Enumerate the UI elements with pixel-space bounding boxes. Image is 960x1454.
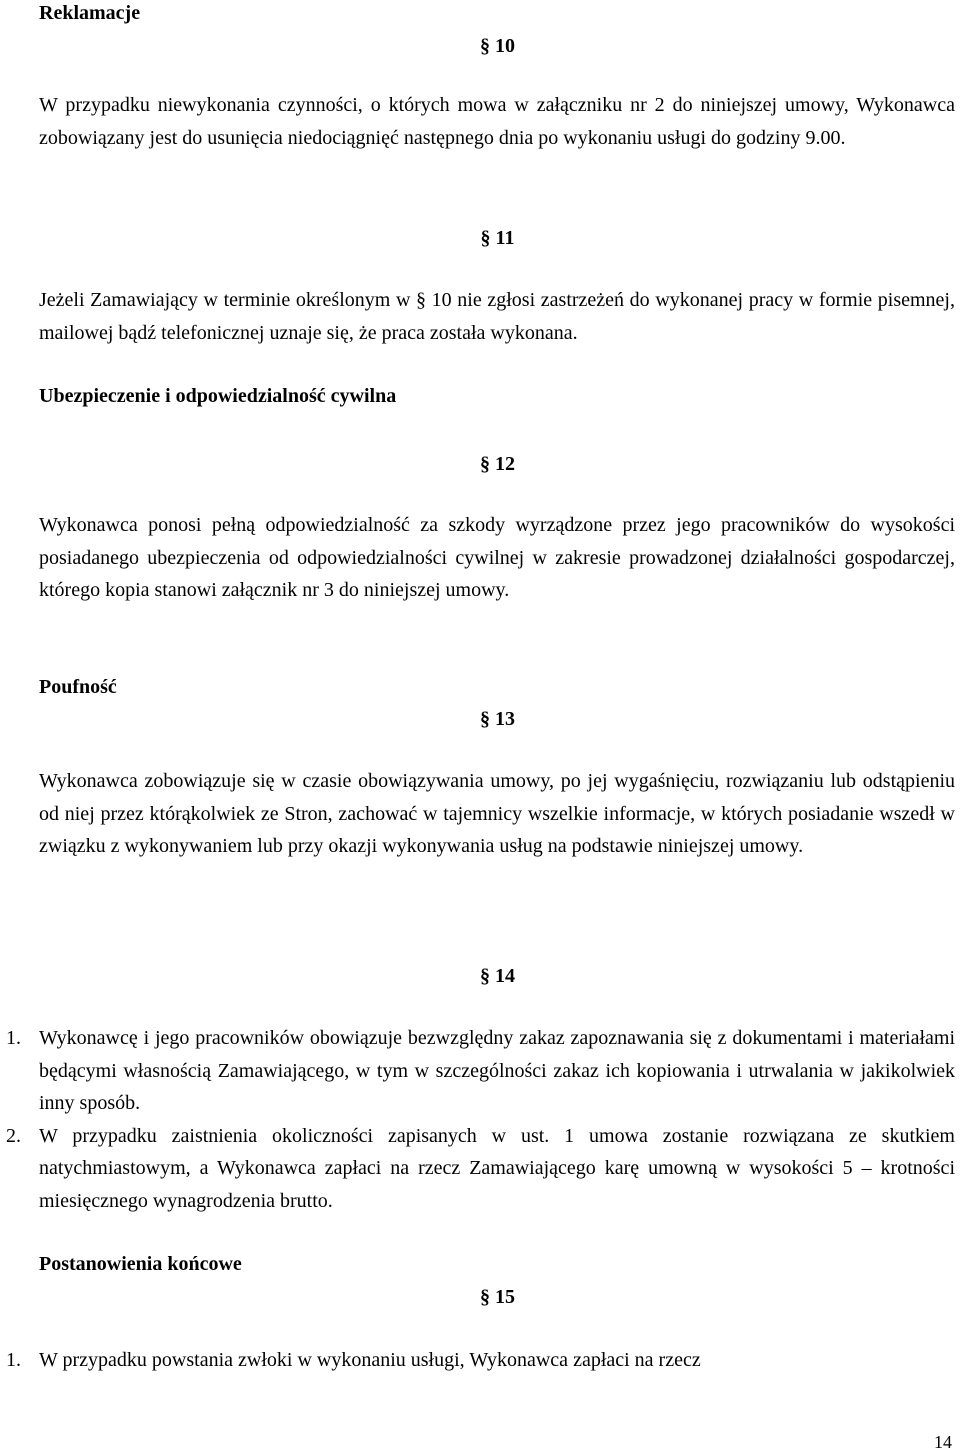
paragraph-sign-11: § 11 bbox=[480, 227, 515, 249]
paragraph-11-text: Jeżeli Zamawiający w terminie określonym w § 10 nie zgłosi zastrzeżeń do wykonanej pracy w formie pisemnej, mailowej bądź telefonicznej uznaje się, że praca została wykonana. bbox=[39, 289, 955, 344]
section-heading-reklamacje: Reklamacje bbox=[39, 2, 141, 24]
paragraph-sign-15: § 15 bbox=[480, 1286, 515, 1308]
list-item-number: 1. bbox=[6, 1027, 21, 1049]
list-item-text: Wykonawcę i jego pracowników obowiązuje bezwzględny zakaz zapoznawania się z dokumentami i materiałami będącymi własnością Zamawiającego, w tym w szczególności zakaz ich kopiowania i utrwalania w jakikolwiek inny sposób. bbox=[39, 1027, 955, 1115]
list-item bbox=[0, 1120, 955, 1218]
paragraph-15-list bbox=[0, 1344, 955, 1377]
paragraph-sign-10: § 10 bbox=[480, 35, 515, 57]
paragraph-sign-14: § 14 bbox=[480, 965, 515, 987]
paragraph-sign-12: § 12 bbox=[480, 453, 515, 475]
list-item bbox=[0, 1344, 955, 1377]
page-number: 14 bbox=[934, 1432, 952, 1452]
section-heading-ubezpieczenie: Ubezpieczenie i odpowiedzialność cywilna bbox=[39, 385, 397, 407]
paragraph-10-text: W przypadku niewykonania czynności, o których mowa w załączniku nr 2 do niniejszej umowy, Wykonawca zobowiązany jest do usunięcia niedociągnięć następnego dnia po wykonaniu usługi do godziny 9.00. bbox=[39, 94, 955, 149]
list-item-text: W przypadku zaistnienia okoliczności zapisanych w ust. 1 umowa zostanie rozwiązana ze skutkiem natychmiastowym, a Wykonawca zapłaci na rzecz Zamawiającego karę umowną w wysokości 5 – krotności miesięcznego wynagrodzenia brutto. bbox=[39, 1124, 955, 1212]
paragraph-12-text: Wykonawca ponosi pełną odpowiedzialność za szkody wyrządzone przez jego pracowników do wysokości posiadanego ubezpieczenia od odpowiedzialności cywilnej w zakresie prowadzonej działalności gospodarczej, którego kopia stanowi załącznik nr 3 do niniejszej umowy. bbox=[39, 514, 955, 602]
list-item-text: W przypadku powstania zwłoki w wykonaniu usługi, Wykonawca zapłaci na rzecz bbox=[39, 1349, 701, 1371]
list-item-number: 2. bbox=[6, 1124, 21, 1147]
paragraph-14-list bbox=[0, 1022, 955, 1218]
paragraph-13-text: Wykonawca zobowiązuje się w czasie obowiązywania umowy, po jej wygaśnięciu, rozwiązaniu lub odstąpieniu od niej przez którąkolwiek ze Stron, zachować w tajemnicy wszelkie informacje, w których posiadanie wszedł w związku z wykonywaniem lub przy okazji wykonywania usług na podstawie niniejszej umowy. bbox=[39, 770, 955, 858]
paragraph-sign-13: § 13 bbox=[480, 708, 515, 730]
section-heading-postanowienia: Postanowienia końcowe bbox=[39, 1253, 242, 1275]
section-heading-poufnosc: Poufność bbox=[39, 676, 117, 698]
list-item-number: 1. bbox=[6, 1349, 21, 1371]
list-item bbox=[0, 1022, 955, 1120]
